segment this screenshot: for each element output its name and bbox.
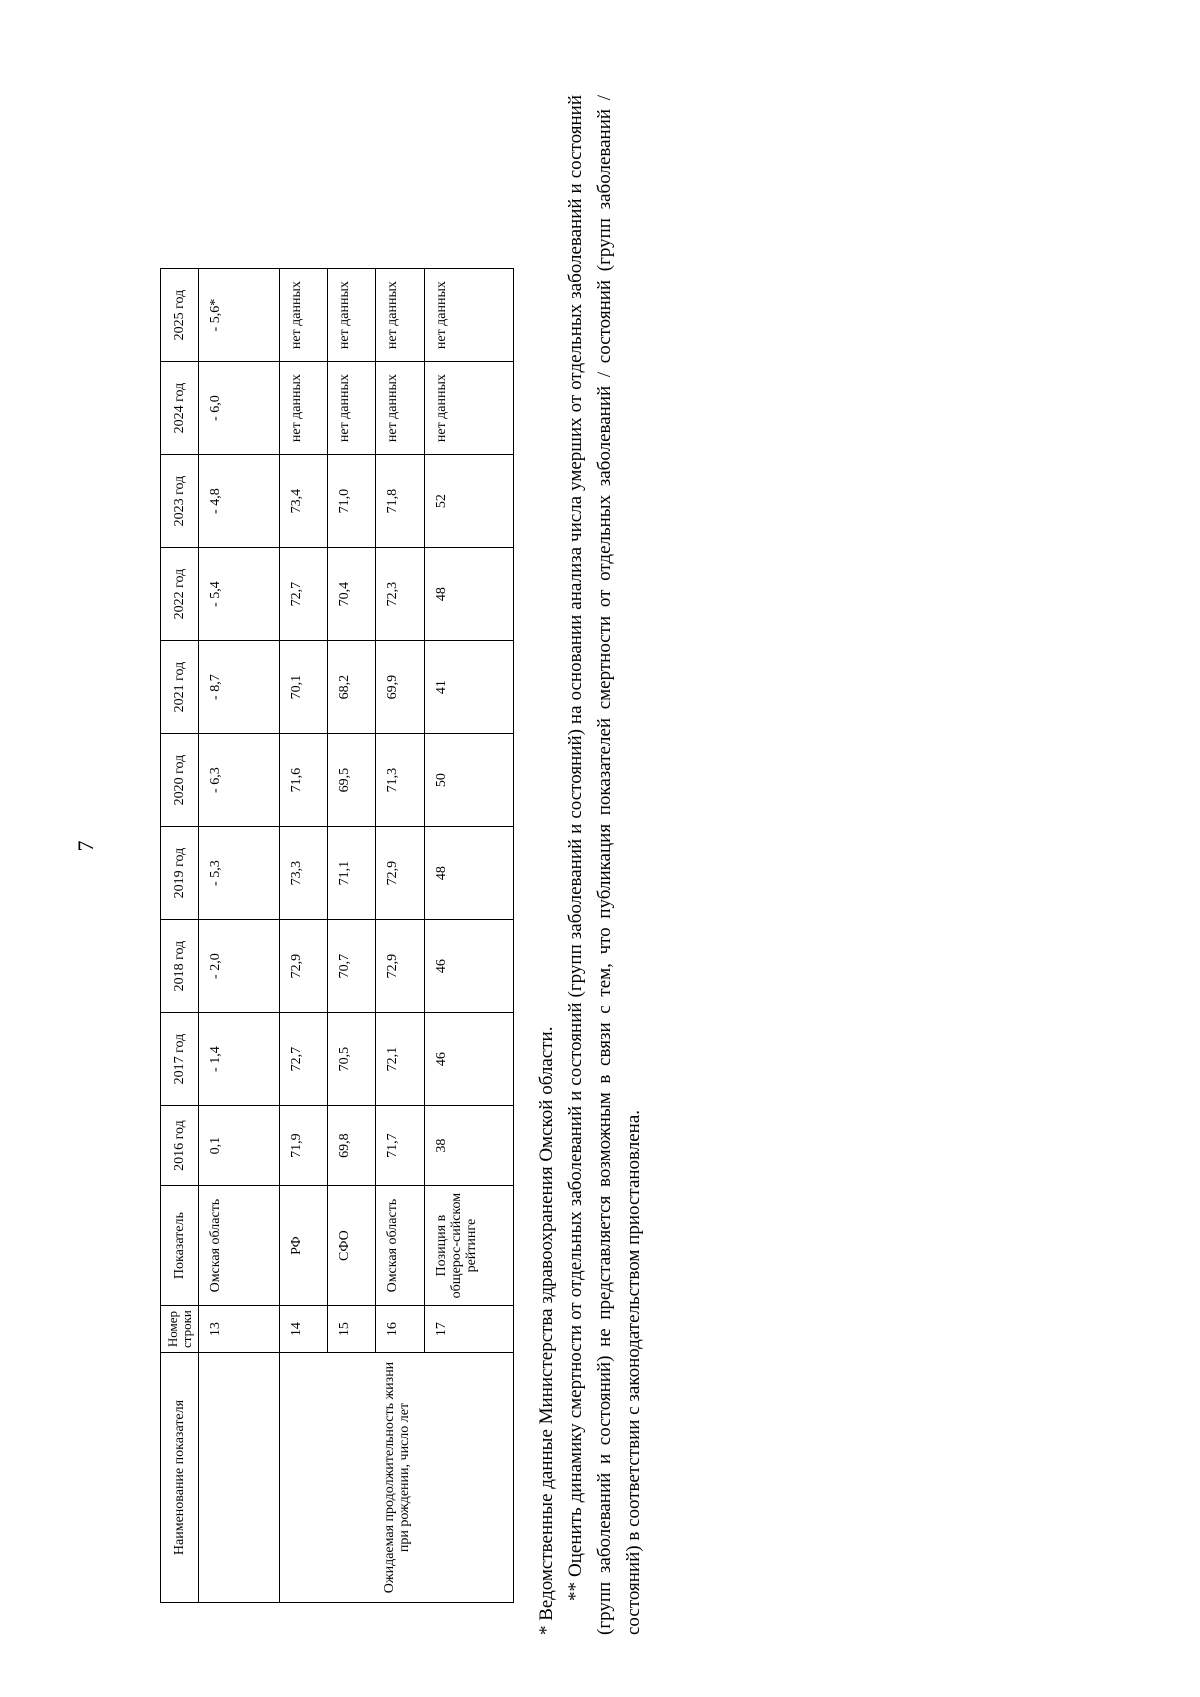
footnote-departmental-data: * Ведомственные данные Министерства здравоохранения Омской области. <box>536 1026 557 1635</box>
header-row <box>161 269 199 1603</box>
indicator-cell: Омская область <box>376 1186 425 1306</box>
value-cell: 69,5 <box>328 734 376 827</box>
value-cell: 0,1 <box>199 1106 280 1186</box>
table-row <box>280 269 328 1603</box>
value-cell: 68,2 <box>328 641 376 734</box>
value-cell: 71,0 <box>328 455 376 548</box>
value-cell: - 6,0 <box>199 362 280 455</box>
header-year: 2025 год <box>161 269 199 362</box>
value-cell: 38 <box>425 1106 514 1186</box>
footnotes <box>532 95 648 1635</box>
indicator-cell: Позиция в общерос-сийском рейтинге <box>425 1186 514 1306</box>
value-cell: 70,7 <box>328 920 376 1013</box>
page-number: 7 <box>73 840 98 852</box>
value-cell: 48 <box>425 827 514 920</box>
empty-name-cell <box>199 1353 280 1603</box>
value-cell: - 8,7 <box>199 641 280 734</box>
value-cell: нет данных <box>280 362 328 455</box>
header-year: 2022 год <box>161 548 199 641</box>
header-year: 2021 год <box>161 641 199 734</box>
header-year: 2016 год <box>161 1106 199 1186</box>
value-cell: 71,8 <box>376 455 425 548</box>
value-cell: - 1,4 <box>199 1013 280 1106</box>
value-cell: 71,6 <box>280 734 328 827</box>
value-cell: 73,3 <box>280 827 328 920</box>
value-cell: 69,9 <box>376 641 425 734</box>
value-cell: - 2,0 <box>199 920 280 1013</box>
indicator-group-name: Ожидаемая продолжительность жизни при рождении, число лет <box>280 1353 514 1603</box>
indicator-table <box>160 268 514 1603</box>
value-cell: 69,8 <box>328 1106 376 1186</box>
value-cell: 71,1 <box>328 827 376 920</box>
value-cell: нет данных <box>425 269 514 362</box>
value-cell: - 5,4 <box>199 548 280 641</box>
row-number: 16 <box>376 1306 425 1353</box>
value-cell: - 5,6* <box>199 269 280 362</box>
value-cell: 52 <box>425 455 514 548</box>
value-cell: 71,3 <box>376 734 425 827</box>
value-cell: - 5,3 <box>199 827 280 920</box>
row-number: 17 <box>425 1306 514 1353</box>
value-cell: нет данных <box>328 269 376 362</box>
header-year: 2019 год <box>161 827 199 920</box>
header-year: 2023 год <box>161 455 199 548</box>
header-row-number: Номер строки <box>161 1306 199 1353</box>
value-cell: 70,5 <box>328 1013 376 1106</box>
row-number: 15 <box>328 1306 376 1353</box>
value-cell: 71,9 <box>280 1106 328 1186</box>
value-cell: 73,4 <box>280 455 328 548</box>
row-number: 14 <box>280 1306 328 1353</box>
value-cell: 70,4 <box>328 548 376 641</box>
value-cell: 72,9 <box>280 920 328 1013</box>
indicator-cell: РФ <box>280 1186 328 1306</box>
value-cell: нет данных <box>425 362 514 455</box>
value-cell: 72,3 <box>376 548 425 641</box>
value-cell: 70,1 <box>280 641 328 734</box>
value-cell: 46 <box>425 1013 514 1106</box>
row-number: 13 <box>199 1306 280 1353</box>
header-indicator: Показатель <box>161 1186 199 1306</box>
table-row <box>199 269 280 1603</box>
value-cell: 72,7 <box>280 1013 328 1106</box>
value-cell: - 4,8 <box>199 455 280 548</box>
header-name: Наименование показателя <box>161 1353 199 1603</box>
value-cell: нет данных <box>376 362 425 455</box>
value-cell: 48 <box>425 548 514 641</box>
value-cell: нет данных <box>376 269 425 362</box>
header-year: 2024 год <box>161 362 199 455</box>
value-cell: 46 <box>425 920 514 1013</box>
value-cell: - 6,3 <box>199 734 280 827</box>
value-cell: 72,9 <box>376 920 425 1013</box>
value-cell: 72,7 <box>280 548 328 641</box>
value-cell: 41 <box>425 641 514 734</box>
indicator-cell: СФО <box>328 1186 376 1306</box>
value-cell: 72,1 <box>376 1013 425 1106</box>
value-cell: 50 <box>425 734 514 827</box>
header-year: 2018 год <box>161 920 199 1013</box>
indicator-cell: Омская область <box>199 1186 280 1306</box>
value-cell: нет данных <box>328 362 376 455</box>
value-cell: 72,9 <box>376 827 425 920</box>
header-year: 2017 год <box>161 1013 199 1106</box>
footnote-mortality-note: ** Оценить динамику смертности от отдельных заболеваний и состояний (групп заболеваний и состояний) на основании анализа числа умерших от отдельных заболеваний и состояний (групп заболеваний и состояний) не представляется возможным в связи с тем, что публикация показателей смертности от отдельных заболеваний / состояний (групп заболеваний / состояний) в соответствии с законодательством приостановлена. <box>565 95 644 1635</box>
header-year: 2020 год <box>161 734 199 827</box>
value-cell: нет данных <box>280 269 328 362</box>
value-cell: 71,7 <box>376 1106 425 1186</box>
